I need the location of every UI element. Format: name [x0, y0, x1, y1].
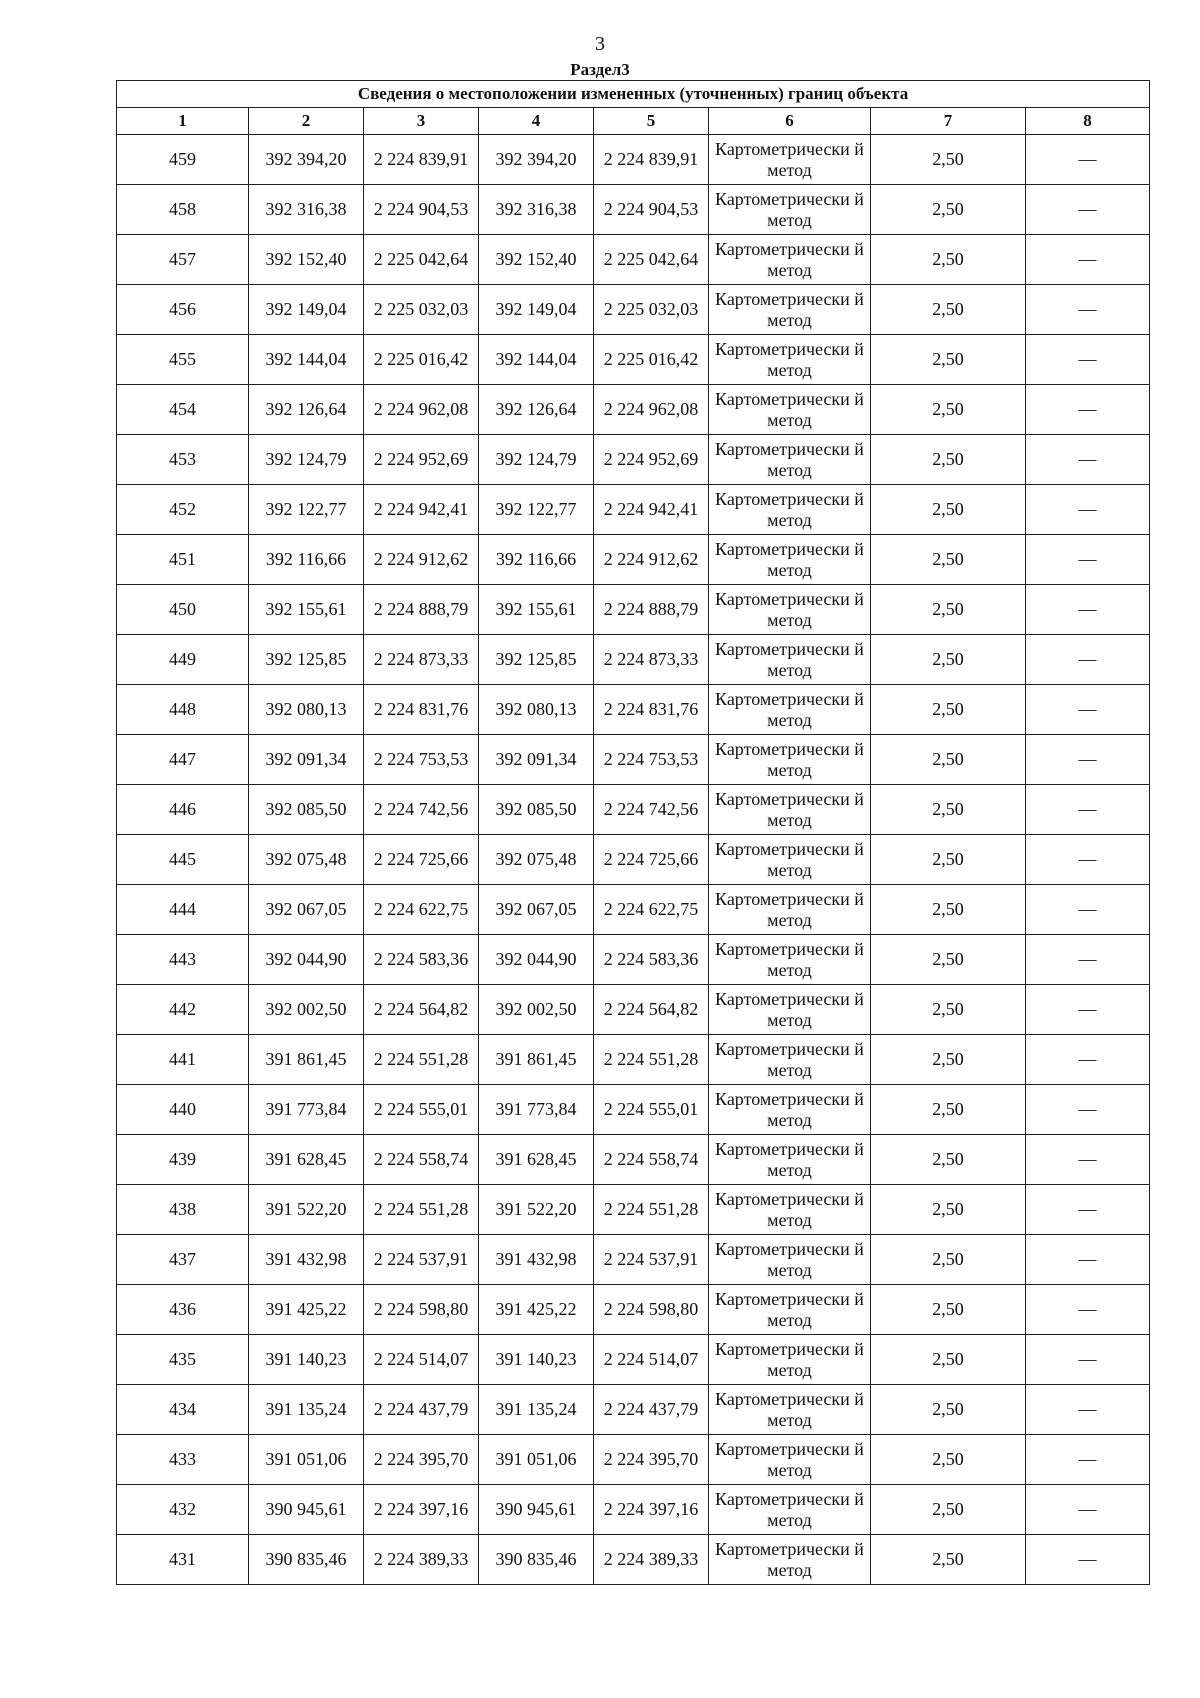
accuracy-cell: 2,50 [871, 285, 1026, 335]
accuracy-cell: 2,50 [871, 535, 1026, 585]
point-number-cell: 443 [117, 935, 249, 985]
point-number-cell: 442 [117, 985, 249, 1035]
point-number-cell: 449 [117, 635, 249, 685]
description-cell: — [1026, 885, 1150, 935]
x-existing-cell: 392 080,13 [249, 685, 364, 735]
y-existing-cell: 2 224 395,70 [364, 1435, 479, 1485]
x-existing-cell: 392 091,34 [249, 735, 364, 785]
x-existing-cell: 391 135,24 [249, 1385, 364, 1435]
description-cell: — [1026, 685, 1150, 735]
table-row [117, 685, 1150, 735]
y-existing-cell: 2 224 725,66 [364, 835, 479, 885]
y-existing-cell: 2 224 831,76 [364, 685, 479, 735]
point-number-cell: 434 [117, 1385, 249, 1435]
table-row [117, 185, 1150, 235]
point-number-cell: 446 [117, 785, 249, 835]
x-refined-cell: 391 628,45 [479, 1135, 594, 1185]
column-number-row [117, 108, 1150, 135]
x-existing-cell: 392 044,90 [249, 935, 364, 985]
method-cell: Картометрически й метод [709, 935, 871, 985]
x-refined-cell: 392 144,04 [479, 335, 594, 385]
method-cell: Картометрически й метод [709, 1035, 871, 1085]
y-existing-cell: 2 224 912,62 [364, 535, 479, 585]
x-existing-cell: 391 140,23 [249, 1335, 364, 1385]
accuracy-cell: 2,50 [871, 1385, 1026, 1435]
y-existing-cell: 2 224 564,82 [364, 985, 479, 1035]
y-existing-cell: 2 224 622,75 [364, 885, 479, 935]
description-cell: — [1026, 585, 1150, 635]
table-row [117, 335, 1150, 385]
accuracy-cell: 2,50 [871, 1335, 1026, 1385]
x-refined-cell: 392 067,05 [479, 885, 594, 935]
table-caption-row [117, 81, 1150, 108]
x-refined-cell: 392 152,40 [479, 235, 594, 285]
x-existing-cell: 392 152,40 [249, 235, 364, 285]
y-existing-cell: 2 224 514,07 [364, 1335, 479, 1385]
column-number: 3 [364, 108, 479, 135]
y-refined-cell: 2 224 725,66 [594, 835, 709, 885]
y-existing-cell: 2 224 437,79 [364, 1385, 479, 1435]
x-refined-cell: 392 149,04 [479, 285, 594, 335]
table-row [117, 885, 1150, 935]
description-cell: — [1026, 385, 1150, 435]
method-cell: Картометрически й метод [709, 1335, 871, 1385]
table-row [117, 235, 1150, 285]
method-cell: Картометрически й метод [709, 585, 871, 635]
point-number-cell: 438 [117, 1185, 249, 1235]
y-existing-cell: 2 224 888,79 [364, 585, 479, 635]
y-existing-cell: 2 224 583,36 [364, 935, 479, 985]
y-refined-cell: 2 224 551,28 [594, 1035, 709, 1085]
table-caption: Сведения о местоположении измененных (уточненных) границ объекта [117, 81, 1150, 108]
section-title: Раздел3 [570, 60, 630, 79]
y-refined-cell: 2 224 395,70 [594, 1435, 709, 1485]
accuracy-cell: 2,50 [871, 685, 1026, 735]
y-existing-cell: 2 224 397,16 [364, 1485, 479, 1535]
description-cell: — [1026, 135, 1150, 185]
page-number: 3 [595, 33, 605, 55]
point-number-cell: 447 [117, 735, 249, 785]
accuracy-cell: 2,50 [871, 585, 1026, 635]
method-cell: Картометрически й метод [709, 835, 871, 885]
table-row [117, 435, 1150, 485]
method-cell: Картометрически й метод [709, 535, 871, 585]
x-refined-cell: 392 002,50 [479, 985, 594, 1035]
x-refined-cell: 392 316,38 [479, 185, 594, 235]
description-cell: — [1026, 435, 1150, 485]
table-row [117, 785, 1150, 835]
y-existing-cell: 2 224 537,91 [364, 1235, 479, 1285]
table-row [117, 1535, 1150, 1585]
table-row [117, 385, 1150, 435]
x-refined-cell: 391 432,98 [479, 1235, 594, 1285]
description-cell: — [1026, 1185, 1150, 1235]
y-refined-cell: 2 224 564,82 [594, 985, 709, 1035]
x-existing-cell: 390 835,46 [249, 1535, 364, 1585]
method-cell: Картометрически й метод [709, 435, 871, 485]
accuracy-cell: 2,50 [871, 735, 1026, 785]
point-number-cell: 457 [117, 235, 249, 285]
accuracy-cell: 2,50 [871, 1235, 1026, 1285]
accuracy-cell: 2,50 [871, 1035, 1026, 1085]
y-refined-cell: 2 224 622,75 [594, 885, 709, 935]
method-cell: Картометрически й метод [709, 1235, 871, 1285]
table-row [117, 285, 1150, 335]
method-cell: Картометрически й метод [709, 1135, 871, 1185]
table-row [117, 735, 1150, 785]
y-refined-cell: 2 224 888,79 [594, 585, 709, 635]
table-row [117, 1185, 1150, 1235]
table-body [117, 135, 1150, 1585]
point-number-cell: 432 [117, 1485, 249, 1535]
accuracy-cell: 2,50 [871, 985, 1026, 1035]
method-cell: Картометрически й метод [709, 685, 871, 735]
description-cell: — [1026, 1035, 1150, 1085]
point-number-cell: 441 [117, 1035, 249, 1085]
y-refined-cell: 2 225 032,03 [594, 285, 709, 335]
y-existing-cell: 2 224 742,56 [364, 785, 479, 835]
table-row [117, 835, 1150, 885]
table-row [117, 1385, 1150, 1435]
accuracy-cell: 2,50 [871, 435, 1026, 485]
y-existing-cell: 2 224 555,01 [364, 1085, 479, 1135]
point-number-cell: 436 [117, 1285, 249, 1335]
table-row [117, 1285, 1150, 1335]
y-refined-cell: 2 224 831,76 [594, 685, 709, 735]
point-number-cell: 455 [117, 335, 249, 385]
x-existing-cell: 392 002,50 [249, 985, 364, 1035]
column-number: 2 [249, 108, 364, 135]
y-existing-cell: 2 225 042,64 [364, 235, 479, 285]
method-cell: Картометрически й метод [709, 1085, 871, 1135]
table-row [117, 485, 1150, 535]
column-number: 8 [1026, 108, 1150, 135]
description-cell: — [1026, 1435, 1150, 1485]
y-existing-cell: 2 224 873,33 [364, 635, 479, 685]
table-row [117, 535, 1150, 585]
y-existing-cell: 2 224 952,69 [364, 435, 479, 485]
x-refined-cell: 391 140,23 [479, 1335, 594, 1385]
method-cell: Картометрически й метод [709, 1385, 871, 1435]
x-refined-cell: 392 080,13 [479, 685, 594, 735]
x-existing-cell: 391 051,06 [249, 1435, 364, 1485]
y-existing-cell: 2 224 389,33 [364, 1535, 479, 1585]
x-existing-cell: 392 122,77 [249, 485, 364, 535]
column-number: 6 [709, 108, 871, 135]
x-refined-cell: 391 773,84 [479, 1085, 594, 1135]
x-refined-cell: 391 051,06 [479, 1435, 594, 1485]
accuracy-cell: 2,50 [871, 1185, 1026, 1235]
x-refined-cell: 392 044,90 [479, 935, 594, 985]
x-existing-cell: 392 085,50 [249, 785, 364, 835]
description-cell: — [1026, 1235, 1150, 1285]
x-existing-cell: 392 067,05 [249, 885, 364, 935]
description-cell: — [1026, 735, 1150, 785]
column-number: 1 [117, 108, 249, 135]
method-cell: Картометрически й метод [709, 285, 871, 335]
x-existing-cell: 391 628,45 [249, 1135, 364, 1185]
description-cell: — [1026, 485, 1150, 535]
x-refined-cell: 392 124,79 [479, 435, 594, 485]
y-refined-cell: 2 224 952,69 [594, 435, 709, 485]
accuracy-cell: 2,50 [871, 235, 1026, 285]
x-existing-cell: 392 125,85 [249, 635, 364, 685]
accuracy-cell: 2,50 [871, 1485, 1026, 1535]
method-cell: Картометрически й метод [709, 1285, 871, 1335]
x-existing-cell: 392 149,04 [249, 285, 364, 335]
y-refined-cell: 2 224 962,08 [594, 385, 709, 435]
y-refined-cell: 2 224 437,79 [594, 1385, 709, 1435]
accuracy-cell: 2,50 [871, 885, 1026, 935]
method-cell: Картометрически й метод [709, 335, 871, 385]
y-refined-cell: 2 224 583,36 [594, 935, 709, 985]
method-cell: Картометрически й метод [709, 1535, 871, 1585]
x-existing-cell: 391 425,22 [249, 1285, 364, 1335]
accuracy-cell: 2,50 [871, 935, 1026, 985]
y-existing-cell: 2 224 753,53 [364, 735, 479, 785]
method-cell: Картометрически й метод [709, 985, 871, 1035]
y-refined-cell: 2 224 598,80 [594, 1285, 709, 1335]
x-existing-cell: 391 432,98 [249, 1235, 364, 1285]
method-cell: Картометрически й метод [709, 1435, 871, 1485]
description-cell: — [1026, 285, 1150, 335]
method-cell: Картометрически й метод [709, 735, 871, 785]
description-cell: — [1026, 935, 1150, 985]
x-refined-cell: 390 945,61 [479, 1485, 594, 1535]
description-cell: — [1026, 1135, 1150, 1185]
x-existing-cell: 391 861,45 [249, 1035, 364, 1085]
y-existing-cell: 2 224 839,91 [364, 135, 479, 185]
point-number-cell: 458 [117, 185, 249, 235]
y-refined-cell: 2 224 514,07 [594, 1335, 709, 1385]
description-cell: — [1026, 1335, 1150, 1385]
method-cell: Картометрически й метод [709, 785, 871, 835]
accuracy-cell: 2,50 [871, 1435, 1026, 1485]
description-cell: — [1026, 235, 1150, 285]
y-refined-cell: 2 224 397,16 [594, 1485, 709, 1535]
y-refined-cell: 2 224 389,33 [594, 1535, 709, 1585]
accuracy-cell: 2,50 [871, 185, 1026, 235]
table-row [117, 135, 1150, 185]
y-existing-cell: 2 224 558,74 [364, 1135, 479, 1185]
method-cell: Картометрически й метод [709, 1185, 871, 1235]
point-number-cell: 435 [117, 1335, 249, 1385]
x-refined-cell: 392 075,48 [479, 835, 594, 885]
point-number-cell: 437 [117, 1235, 249, 1285]
x-existing-cell: 391 522,20 [249, 1185, 364, 1235]
y-existing-cell: 2 224 904,53 [364, 185, 479, 235]
y-refined-cell: 2 224 839,91 [594, 135, 709, 185]
method-cell: Картометрически й метод [709, 1485, 871, 1535]
y-existing-cell: 2 225 032,03 [364, 285, 479, 335]
point-number-cell: 433 [117, 1435, 249, 1485]
table-row [117, 1035, 1150, 1085]
table-row [117, 1435, 1150, 1485]
y-refined-cell: 2 224 742,56 [594, 785, 709, 835]
table-row [117, 985, 1150, 1035]
accuracy-cell: 2,50 [871, 1535, 1026, 1585]
x-refined-cell: 392 126,64 [479, 385, 594, 435]
description-cell: — [1026, 1385, 1150, 1435]
y-refined-cell: 2 224 873,33 [594, 635, 709, 685]
table-row [117, 585, 1150, 635]
description-cell: — [1026, 1085, 1150, 1135]
x-existing-cell: 392 075,48 [249, 835, 364, 885]
point-number-cell: 431 [117, 1535, 249, 1585]
x-refined-cell: 391 425,22 [479, 1285, 594, 1335]
table-row [117, 635, 1150, 685]
accuracy-cell: 2,50 [871, 1135, 1026, 1185]
x-existing-cell: 392 394,20 [249, 135, 364, 185]
point-number-cell: 451 [117, 535, 249, 585]
x-refined-cell: 392 091,34 [479, 735, 594, 785]
x-existing-cell: 392 116,66 [249, 535, 364, 585]
method-cell: Картометрически й метод [709, 635, 871, 685]
description-cell: — [1026, 785, 1150, 835]
y-refined-cell: 2 224 904,53 [594, 185, 709, 235]
y-refined-cell: 2 224 558,74 [594, 1135, 709, 1185]
x-refined-cell: 390 835,46 [479, 1535, 594, 1585]
accuracy-cell: 2,50 [871, 135, 1026, 185]
y-existing-cell: 2 224 962,08 [364, 385, 479, 435]
point-number-cell: 456 [117, 285, 249, 335]
point-number-cell: 445 [117, 835, 249, 885]
accuracy-cell: 2,50 [871, 1285, 1026, 1335]
column-number: 7 [871, 108, 1026, 135]
x-refined-cell: 392 394,20 [479, 135, 594, 185]
y-existing-cell: 2 224 598,80 [364, 1285, 479, 1335]
method-cell: Картометрически й метод [709, 185, 871, 235]
description-cell: — [1026, 635, 1150, 685]
x-existing-cell: 391 773,84 [249, 1085, 364, 1135]
x-refined-cell: 392 122,77 [479, 485, 594, 535]
x-existing-cell: 392 124,79 [249, 435, 364, 485]
method-cell: Картометрически й метод [709, 485, 871, 535]
accuracy-cell: 2,50 [871, 835, 1026, 885]
accuracy-cell: 2,50 [871, 385, 1026, 435]
description-cell: — [1026, 1485, 1150, 1535]
point-number-cell: 453 [117, 435, 249, 485]
method-cell: Картометрически й метод [709, 135, 871, 185]
table-row [117, 1085, 1150, 1135]
point-number-cell: 439 [117, 1135, 249, 1185]
y-refined-cell: 2 224 942,41 [594, 485, 709, 535]
accuracy-cell: 2,50 [871, 1085, 1026, 1135]
point-number-cell: 452 [117, 485, 249, 535]
description-cell: — [1026, 835, 1150, 885]
y-refined-cell: 2 224 555,01 [594, 1085, 709, 1135]
point-number-cell: 450 [117, 585, 249, 635]
y-refined-cell: 2 224 537,91 [594, 1235, 709, 1285]
table-row [117, 1135, 1150, 1185]
accuracy-cell: 2,50 [871, 485, 1026, 535]
accuracy-cell: 2,50 [871, 785, 1026, 835]
y-existing-cell: 2 224 551,28 [364, 1035, 479, 1085]
method-cell: Картометрически й метод [709, 885, 871, 935]
x-refined-cell: 391 522,20 [479, 1185, 594, 1235]
point-number-cell: 448 [117, 685, 249, 735]
point-number-cell: 440 [117, 1085, 249, 1135]
x-existing-cell: 390 945,61 [249, 1485, 364, 1535]
x-refined-cell: 392 085,50 [479, 785, 594, 835]
description-cell: — [1026, 535, 1150, 585]
x-refined-cell: 392 155,61 [479, 585, 594, 635]
y-refined-cell: 2 224 753,53 [594, 735, 709, 785]
table-row [117, 935, 1150, 985]
x-existing-cell: 392 144,04 [249, 335, 364, 385]
y-refined-cell: 2 224 551,28 [594, 1185, 709, 1235]
table-row [117, 1235, 1150, 1285]
x-existing-cell: 392 126,64 [249, 385, 364, 435]
point-number-cell: 454 [117, 385, 249, 435]
point-number-cell: 444 [117, 885, 249, 935]
table-row [117, 1485, 1150, 1535]
column-number: 4 [479, 108, 594, 135]
column-number: 5 [594, 108, 709, 135]
table-row [117, 1335, 1150, 1385]
description-cell: — [1026, 185, 1150, 235]
y-existing-cell: 2 225 016,42 [364, 335, 479, 385]
y-refined-cell: 2 225 016,42 [594, 335, 709, 385]
point-number-cell: 459 [117, 135, 249, 185]
method-cell: Картометрически й метод [709, 385, 871, 435]
accuracy-cell: 2,50 [871, 635, 1026, 685]
description-cell: — [1026, 985, 1150, 1035]
y-refined-cell: 2 225 042,64 [594, 235, 709, 285]
description-cell: — [1026, 1285, 1150, 1335]
accuracy-cell: 2,50 [871, 335, 1026, 385]
y-refined-cell: 2 224 912,62 [594, 535, 709, 585]
x-refined-cell: 392 116,66 [479, 535, 594, 585]
y-existing-cell: 2 224 942,41 [364, 485, 479, 535]
x-refined-cell: 391 135,24 [479, 1385, 594, 1435]
coordinates-table [116, 80, 1150, 1585]
method-cell: Картометрически й метод [709, 235, 871, 285]
y-existing-cell: 2 224 551,28 [364, 1185, 479, 1235]
description-cell: — [1026, 335, 1150, 385]
x-refined-cell: 391 861,45 [479, 1035, 594, 1085]
x-refined-cell: 392 125,85 [479, 635, 594, 685]
description-cell: — [1026, 1535, 1150, 1585]
x-existing-cell: 392 316,38 [249, 185, 364, 235]
x-existing-cell: 392 155,61 [249, 585, 364, 635]
